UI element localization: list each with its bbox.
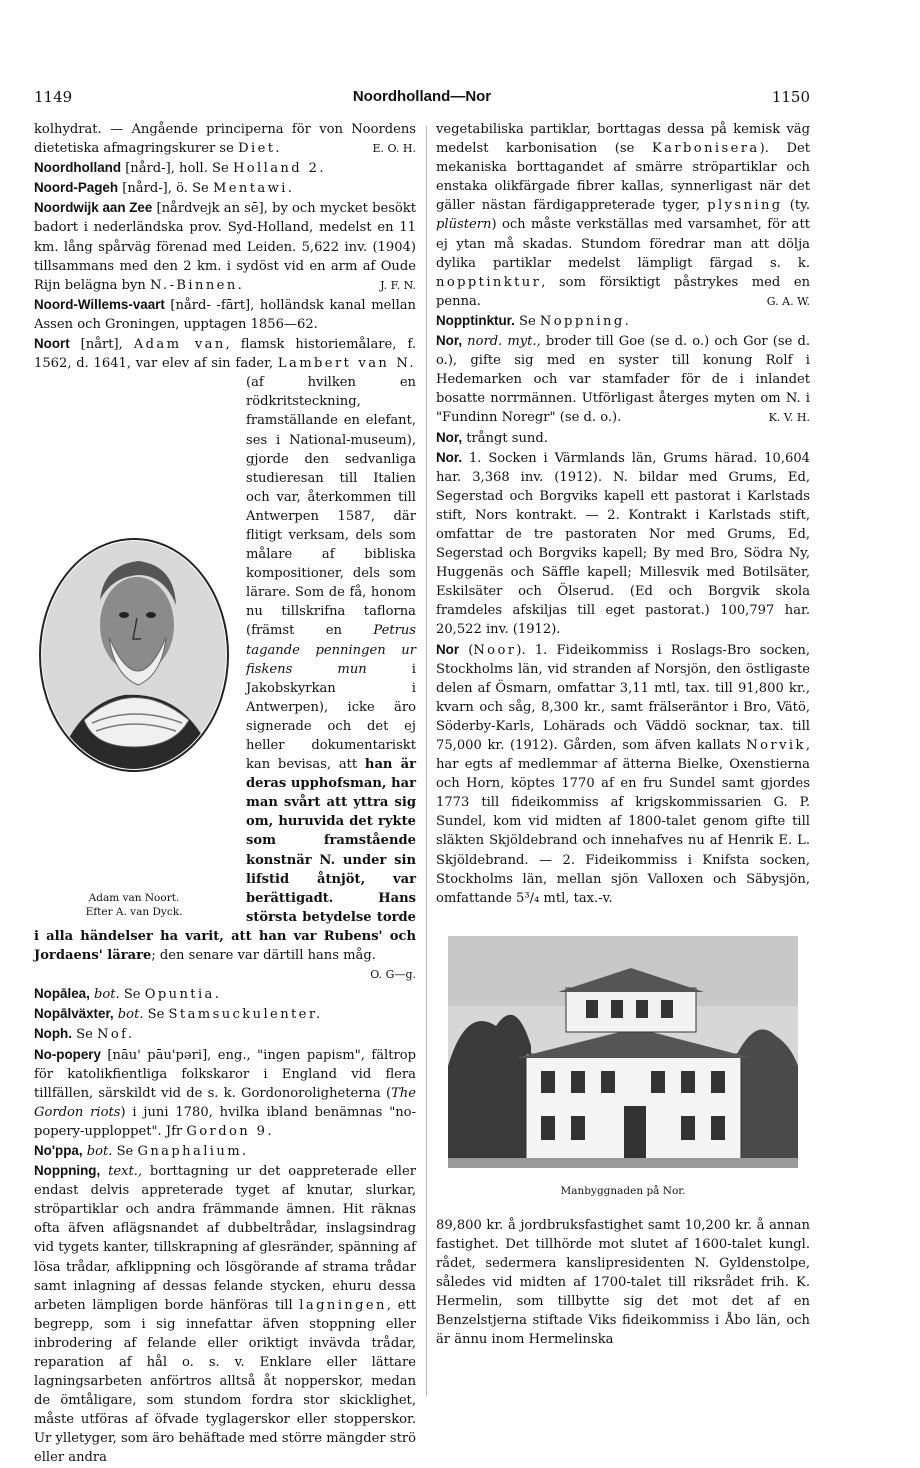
cross-reference: Mentawi. bbox=[212, 181, 295, 197]
entry-no-popery: No-popery [nāu' pāu'pəri], eng., "ingen papism", fältrop för katolikfientliga folkskaror i England vid flera tillfällen, särskildt vid de s. k. Gordonoroligheterna (The Gordon riots) i juni 1780, hvilka ibland benämnas "no-popery-upploppet". Jfr Gordon 9. bbox=[34, 1046, 416, 1139]
entry-nor-socken: Nor. 1. Socken i Värmlands län, Grums härad. 10,604 har. 3,368 inv. (1912). N. bildar med Grums, Ed, Segerstad och Borgviks kapell ett pastorat i Karlstads stift, Nors kontrakt. — 2. Kontrakt i Karlstads stift, omfattar de tre pastoraten Nor med Grums, Ed, Segerstad och Borgviks kapell; By med Bro, Södra Ny, Huggenäs och Säffle kapell; Millesvik med Botilsäter, Eskilsäter och Ölserud. (Ed och Borgvik skola framdeles afskiljas till eget pastorat.) 100,797 har. 20,522 inv. (1912). bbox=[436, 449, 810, 638]
portrait-figure bbox=[34, 375, 246, 925]
entry-nor-noor: Nor (Noor). 1. Fideikommiss i Roslags-Bro socken, Stockholms län, vid stranden af Norsjön, den östligaste delen af Ösmarn, omfattar 3,11 mtl, tax. till 91,800 kr., kvarn och såg, 8,300 kr., samt frälseräntor i Bro, Vätö, Söderby-Karls, Lohärads och Väddö socknar, tax. till 75,000 kr. (1912). Gården, som äfven kallats Norvik, har egts af medlemmar af ätterna Bielke, Oxenstierna och Horn, köptes 1770 af en fru Sundel samt gjordes 1773 till fideikommiss af krigskommissarien G. P. Sundel, kom vid midten af 1800-talet genom gifte till släkten Skjöldebrand och innehafves nu af Henrik E. L. Skjöldebrand. — 2. Fideikommiss i Knifsta socken, Stockholms län, mellan sjön Valloxen och Säbysjön, omfattande 5³/₄ mtl, tax.-v. bbox=[436, 641, 810, 906]
entry-nopalea: Nopālea, bot. Se Opuntia. bbox=[34, 986, 222, 1003]
headword: Nopālea, bbox=[34, 986, 90, 1002]
entry-noppa: No'ppa, bot. Se Gnaphalium. bbox=[34, 1142, 249, 1159]
headword: Noordholland bbox=[34, 160, 122, 176]
headword: Nopptinktur. bbox=[436, 312, 515, 328]
entry-continuation: kolhydrat. — Angående principerna för von Noordens dietetiska afmagringskurer se Diet. E. O. H. bbox=[34, 120, 416, 158]
entry-noord-willems-vaart: Noord-Willems-vaart [nård- -fārt], holländsk kanal mellan Assen och Groningen, upptagen 1856—62. bbox=[34, 296, 416, 332]
headword: Nor, bbox=[436, 429, 463, 445]
running-title: Noordholland—Nor bbox=[352, 88, 492, 105]
author-signature: K. V. H. bbox=[768, 411, 810, 425]
entry-nopptinktur: Nopptinktur. Se Noppning. bbox=[436, 312, 632, 329]
author-signature: O. G—g. bbox=[370, 968, 416, 982]
entry-nor-sund: Nor, trångt sund. bbox=[436, 429, 548, 446]
headword: Noppning, bbox=[34, 1163, 101, 1179]
headword: Noordwijk aan Zee bbox=[34, 200, 153, 216]
page-number-right: 1150 bbox=[771, 88, 810, 106]
entry-nopalvaxter: Nopālväxter, bot. Se Stamsuckulenter. bbox=[34, 1006, 323, 1023]
manor-house-photo bbox=[436, 936, 810, 1176]
headword: Nor, bbox=[436, 333, 463, 349]
right-column bbox=[436, 120, 810, 1350]
headword: No'ppa, bbox=[34, 1142, 83, 1158]
left-column bbox=[34, 120, 416, 1468]
headword: Noort bbox=[34, 336, 70, 352]
headword: Nor bbox=[436, 641, 460, 657]
author-signature: E. O. H. bbox=[372, 142, 416, 156]
headword: Nor. bbox=[436, 449, 463, 465]
entry-continuation-after-photo: 89,800 kr. å jordbruksfastighet samt 10,200 kr. å annan fastighet. Det tillhörde mot slutet af 1600-talet kungl. rådet, sedermera kanslipresidenten N. Gyldenstolpe, således vid midten af 1700-talet till riksrådet frih. K. Hermelin, som tillbytte sig det mot det af en Benzelstjerna stiftade Viks fideikommiss i Åbo län, och är ännu inom Hermelinska bbox=[436, 1217, 810, 1348]
entry-noord-pageh: Noord-Pageh [nård-], ö. Se Mentawi. bbox=[34, 180, 295, 197]
page-number-left: 1149 bbox=[34, 88, 73, 106]
entry-noordwijk: Noordwijk aan Zee [nårdvejk an sē], by och mycket besökt badort i nederländska prov. Syd-Holland, medelst en 11 km. lång spårväg förenad med Leiden. 5,622 inv. (1904) tillsammans med den 2 km. i sydöst vid en arm af Oude Rijn belägna byn N.-Binnen. J. F. N. bbox=[34, 198, 416, 294]
portrait-caption: Adam van Noort. Efter A. van Dyck. bbox=[85, 892, 183, 919]
entry-continuation: vegetabiliska partiklar, borttagas dessa på kemisk väg medelst karbonisation (se Karbonisera). Det mekaniska borttagandet af smärre ströpartiklar och enstaka olikfärgade fibrer kallas, synnerligast när det gäller nästan färdigappreterade tyger, plysning (ty. plüstern) och måste verkställas med varsamhet, för att ej ytan må skadas. Stundom föredrar man att dölja dylika partiklar medelst lämpligt färgad s. k. nopptinktur, som försiktigt påstrykes med en penna. G. A. W. bbox=[436, 120, 810, 311]
entry-noordholland: Noordholland [nård-], holl. Se Holland 2. bbox=[34, 160, 326, 177]
entry-noort: Noort [nårt], Adam van, flamsk historiemålare, f. 1562, d. 1641, var elev af sin fader, Lambert van N. Adam van Noort. Efter A. van Dyck. (af hvilken en rödkritsteckning, framställande en elefant, ses i National-museum), gjorde den sedvanliga studieresan till Italien och var, återkommen till Antwerpen 1587, där flitigt verksam, dels som målare af bibliska kompositioner, dels som lärare. Som de få, honom nu tillskrifna taflorna (främst en Petrus tagande penningen ur fiskens mun i Jakobskyrkan i Antwerpen), icke äro signerade och det ej heller dokumentariskt kan bevisas, att han är deras upphofsman, har man svårt att yttra sig om, huruvida det rykte som framstående konstnär N. under sin lifstid åtnjöt, var berättigadt. Hans största betydelse torde i alla händelser ha varit, att han var Rubens' och Jordaens' lärare; den senare var därtill hans måg. O. G—g. bbox=[34, 334, 416, 965]
entry-nor-mythology: Nor, nord. myt., broder till Goe (se d. o.) och Gor (se d. o.), gifte sig med en syster till konung Rolf i Hedemarken och var stamfader för de i inlandet bosatte norrmännen. Utförligast återges myten om N. i "Fundinn Noregr" (se d. o.). K. V. H. bbox=[436, 331, 810, 427]
entry-noppning: Noppning, text., borttagning ur det oappreterade eller endast delvis appreterade tyget af knutar, slurkar, ströpartiklar och andra främmande ämnen. Hit räknas ofta äfven aflägsnandet af dubbeltrådar, inslagsindrag vid tygets kanter, tillskrapning af glesränder, spänning af lösa trådar, afklippning och lösgörande af strama trådar samt inlagning af dessas felande stycken, ehuru dessa arbeten lämpligen borde hänföras till lagningen, ett begrepp, som i sig innefattar äfven stoppning eller inbrodering af felande eller oriktigt invävda trådar, reparation af hål o. s. v. Enklare eller lättare lagningsarbeten anförtros alltså åt nopperskor, medan de ömtåligare, som stundom fordra stor skicklighet, måste utföras af öfvade tyglagerskor eller stopperskor. Ur ylletyger, som äro behäftade med större mängder strö eller andra bbox=[34, 1163, 416, 1466]
photo-caption: Manbyggnaden på Nor. bbox=[560, 1184, 686, 1197]
manor-photo-figure bbox=[436, 936, 810, 1206]
column-divider bbox=[426, 126, 427, 1396]
author-signature: J. F. N. bbox=[380, 278, 416, 292]
headword: Noph. bbox=[34, 1026, 72, 1042]
cross-reference: Holland 2. bbox=[232, 161, 326, 177]
headword: Noord-Pageh bbox=[34, 180, 119, 196]
author-signature: G. A. W. bbox=[766, 294, 810, 308]
headword: Noord-Willems-vaart bbox=[34, 296, 165, 312]
headword: Nopālväxter, bbox=[34, 1006, 114, 1022]
headword: No-popery bbox=[34, 1046, 101, 1062]
entry-noph: Noph. Se Nof. bbox=[34, 1026, 135, 1043]
portrait-image bbox=[34, 375, 239, 905]
page-header bbox=[34, 88, 810, 112]
